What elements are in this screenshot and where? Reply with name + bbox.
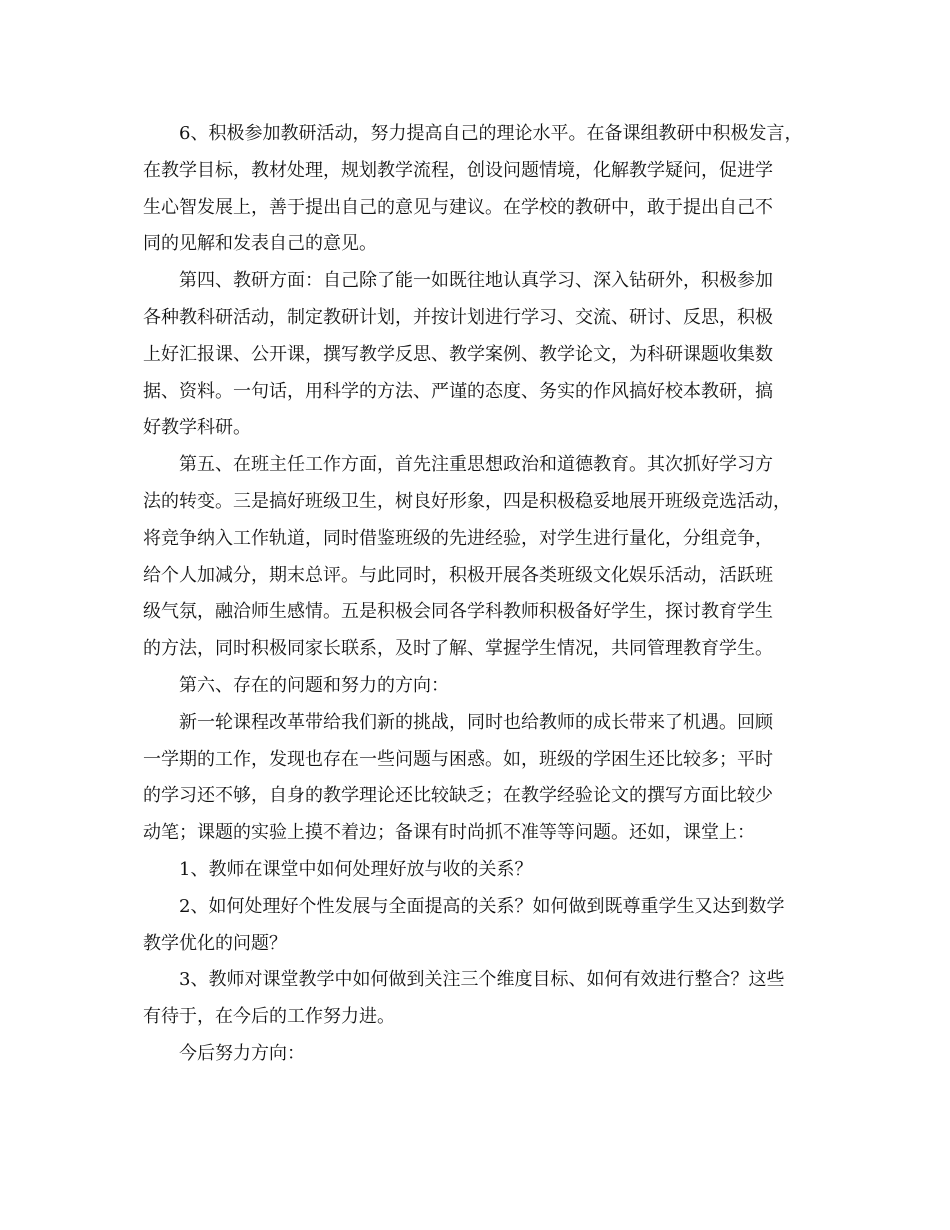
- text-line: 各种教科研活动，制定教研计划，并按计划进行学习、交流、研讨、反思，积极: [143, 306, 773, 328]
- text-line: 2、如何处理好个性发展与全面提高的关系？如何做到既尊重学生又达到数学: [179, 895, 785, 917]
- text-line: 给个人加减分，期末总评。与此同时，积极开展各类班级文化娱乐活动，活跃班: [143, 564, 773, 586]
- text-line: 1、教师在课堂中如何处理好放与收的关系？: [179, 858, 533, 880]
- text-line: 动笔；课题的实验上摸不着边；备课有时尚抓不准等等问题。还如，课堂上：: [143, 822, 755, 844]
- text-line: 将竞争纳入工作轨道，同时借鉴班级的先进经验，对学生进行量化，分组竞争，: [143, 527, 773, 549]
- text-line: 教学优化的问题？: [143, 932, 287, 954]
- text-line: 据、资料。一句话，用科学的方法、严谨的态度、务实的作风搞好校本教研，搞: [143, 380, 773, 402]
- text-line: 的学习还不够，自身的教学理论还比较缺乏；在教学经验论文的撰写方面比较少: [143, 785, 773, 807]
- text-line: 新一轮课程改革带给我们新的挑战，同时也给教师的成长带来了机遇。回顾: [179, 711, 773, 733]
- text-line: 6、积极参加教研活动，努力提高自己的理论水平。在备课组教研中积极发言，: [179, 123, 803, 144]
- text-line: 有待于，在今后的工作努力进。: [143, 1006, 395, 1028]
- text-line: 的方法，同时积极同家长联系，及时了解、掌握学生情况，共同管理教育学生。: [143, 638, 773, 660]
- text-line: 上好汇报课、公开课，撰写教学反思、教学案例、教学论文，为科研课题收集数: [143, 343, 773, 365]
- text-line: 第五、在班主任工作方面，首先注重思想政治和道德教育。其次抓好学习方: [179, 454, 773, 476]
- text-line: 在教学目标，教材处理，规划教学流程，创设问题情境，化解教学疑问，促进学: [143, 159, 773, 181]
- text-line: 好教学科研。: [143, 417, 251, 439]
- text-line: 法的转变。三是搞好班级卫生，树良好形象，四是积极稳妥地展开班级竞选活动，: [143, 490, 791, 512]
- text-line: 一学期的工作，发现也存在一些问题与困惑。如，班级的学困生还比较多；平时: [143, 748, 773, 770]
- document-body: [143, 116, 808, 1073]
- text-line: 3、教师对课堂教学中如何做到关注三个维度目标、如何有效进行整合？这些: [179, 969, 785, 991]
- text-line: 今后努力方向：: [179, 1042, 305, 1064]
- text-line: 级气氛，融洽师生感情。五是积极会同各学科教师积极备好学生，探讨教育学生: [143, 601, 773, 623]
- text-line: 同的见解和发表自己的意见。: [143, 233, 377, 255]
- text-line: 第六、存在的问题和努力的方向：: [179, 674, 449, 696]
- text-line: 生心智发展上，善于提出自己的意见与建议。在学校的教研中，敢于提出自己不: [143, 196, 773, 218]
- text-line: 第四、教研方面：自己除了能一如既往地认真学习、深入钻研外，积极参加: [179, 270, 773, 292]
